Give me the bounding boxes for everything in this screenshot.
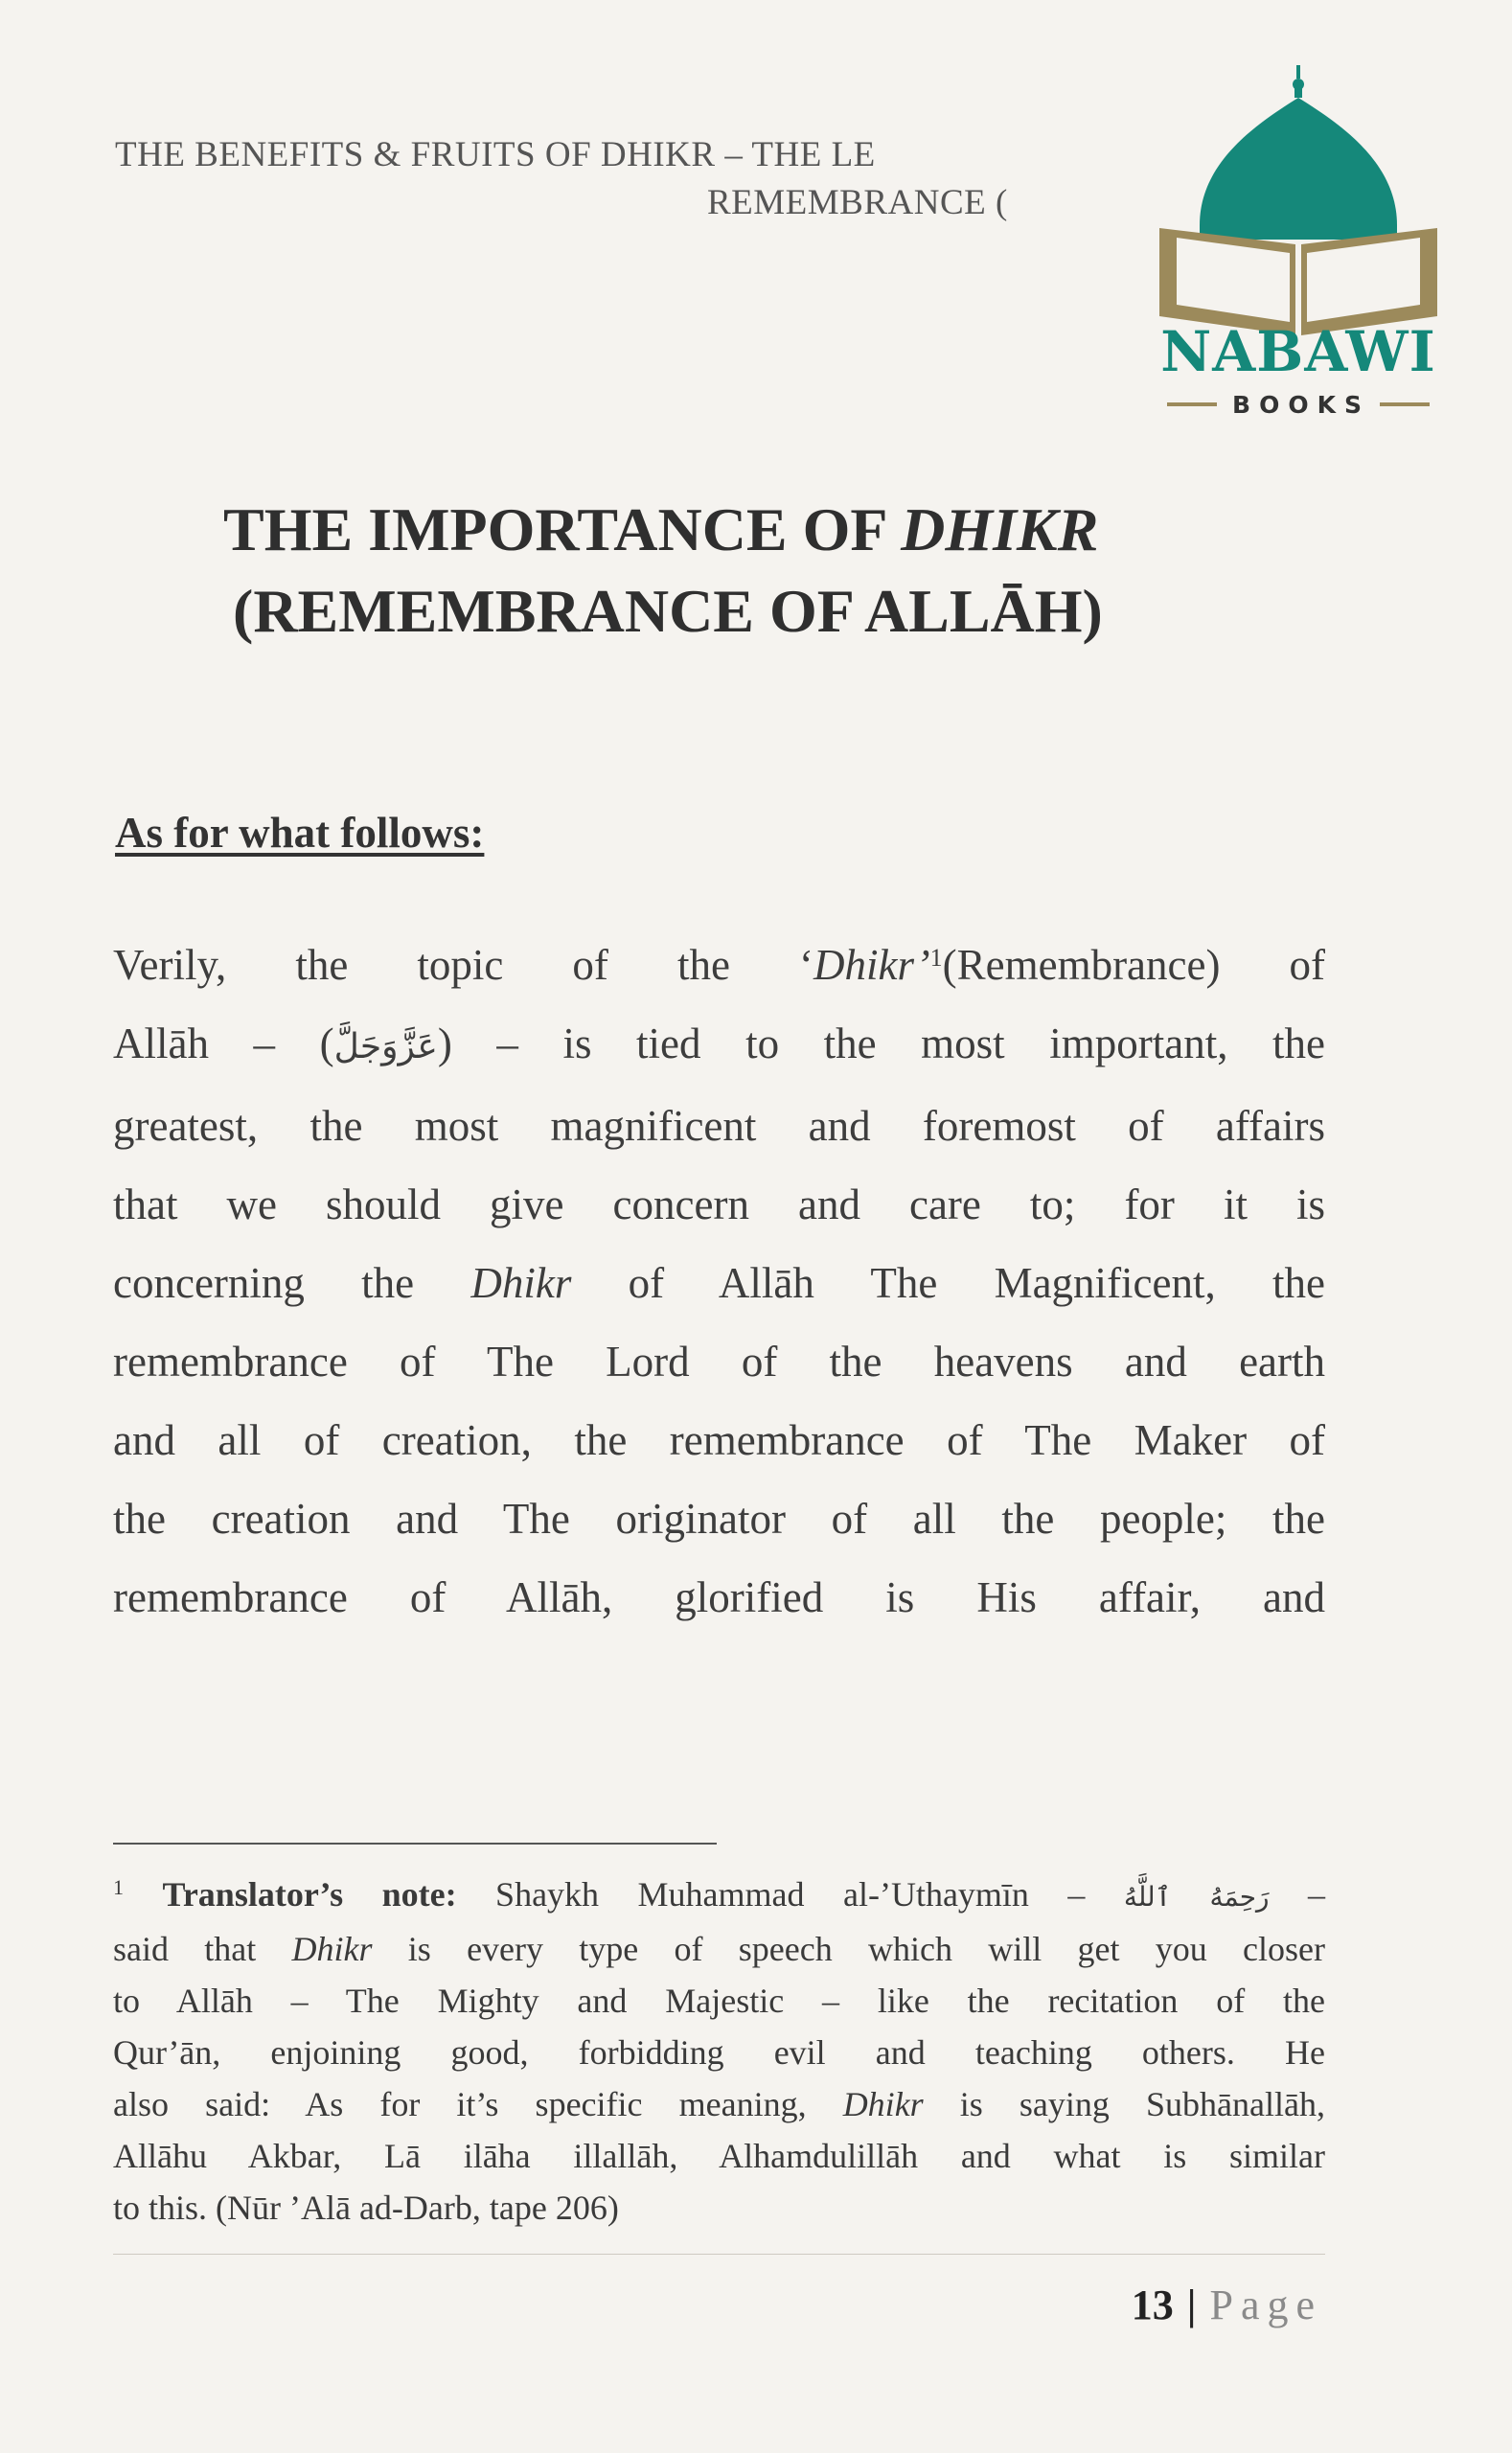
text: ) – is tied to the most important, the [437, 1020, 1325, 1067]
text: – [1269, 1875, 1326, 1914]
chapter-title [153, 489, 1303, 652]
logo-subtitle [1140, 385, 1456, 424]
footnote-reference[interactable]: 1 [929, 944, 943, 972]
body-line: remembrance of The Lord of the heavens and earth [113, 1338, 1325, 1386]
logo-subtitle-text: BOOKS [1232, 390, 1370, 419]
page-number-separator: | [1186, 2281, 1197, 2328]
page-number-label: Page [1209, 2281, 1322, 2328]
footnote-label: Translator’s note: [162, 1875, 457, 1914]
footnote-line: Qur’ān, enjoining good, forbidding evil and teaching others. He [113, 2033, 1325, 2072]
page-number [1035, 2281, 1322, 2329]
text: of Allāh The Magnificent, the [571, 1259, 1325, 1307]
body-paragraph [113, 926, 1325, 1637]
body-line: the creation and The originator of all the people; the [113, 1495, 1325, 1543]
dhikr-term: Dhikr [470, 1259, 572, 1307]
arabic-honorific: عَزَّوَجَلَّ [333, 1027, 438, 1066]
footnote-line: to Allāh – The Mighty and Majestic – like the recitation of the [113, 1982, 1325, 2020]
body-line: that we should give concern and care to; for it is [113, 1181, 1325, 1228]
footnote-line [113, 1868, 1325, 1923]
body-line: remembrance of Allāh, glorified is His affair, and [113, 1573, 1325, 1621]
text: said that [113, 1930, 292, 1968]
text: concerning the [113, 1259, 471, 1307]
footnote-number: 1 [113, 1875, 124, 1899]
body-line [113, 926, 1325, 1004]
running-header-line-2: REMEMBRANCE ( [707, 183, 1008, 222]
logo-rule-left [1167, 402, 1217, 406]
footnote-divider [113, 1843, 717, 1845]
text: Shaykh Muhammad al-’Uthaymīn – [456, 1875, 1124, 1914]
text: Verily, the topic of the ‘ [113, 941, 813, 989]
footnote-line [113, 1923, 1325, 1975]
chapter-title-line-1 [153, 489, 1303, 570]
page-bottom-rule [113, 2254, 1325, 2255]
footnote-line: to this. (Nūr ’Alā ad-Darb, tape 206) [113, 2189, 619, 2227]
body-line: greatest, the most magnificent and foremost of affairs [113, 1102, 1325, 1150]
running-header-line-1: THE BENEFITS & FRUITS OF DHIKR – THE LE [115, 135, 876, 174]
page-number-value: 13 [1131, 2281, 1174, 2328]
chapter-title-line-2: (REMEMBRANCE OF ALLĀH) [233, 577, 1103, 645]
chapter-title-text: THE IMPORTANCE OF [223, 495, 902, 563]
body-line: and all of creation, the remembrance of The Maker of [113, 1416, 1325, 1464]
text: is every type of speech which will get you closer [372, 1930, 1325, 1968]
chapter-title-italic: DHIKR [901, 495, 1099, 563]
text: (Remembrance) of [942, 941, 1326, 989]
arabic-honorific: رَحِمَهُ ٱللَّهُ [1123, 1881, 1270, 1913]
footnote [113, 1868, 1325, 2234]
logo-wordmark: NABAWI [1160, 319, 1436, 384]
section-heading: As for what follows: [115, 809, 485, 857]
logo-rule-right [1380, 402, 1430, 406]
body-line [113, 1004, 1325, 1087]
dhikr-term: Dhikr [842, 2085, 924, 2123]
text: also said: As for it’s specific meaning, [113, 2085, 843, 2123]
text: is saying Subhānallāh, [923, 2085, 1325, 2123]
dhikr-term: Dhikr’ [813, 941, 930, 989]
running-header [57, 134, 1111, 249]
text: Allāh – ( [113, 1020, 334, 1067]
footnote-line [113, 2078, 1325, 2130]
body-line [113, 1244, 1325, 1322]
footnote-line: Allāhu Akbar, Lā ilāha illallāh, Alhamdulillāh and what is similar [113, 2137, 1325, 2175]
dhikr-term: Dhikr [291, 1930, 373, 1968]
